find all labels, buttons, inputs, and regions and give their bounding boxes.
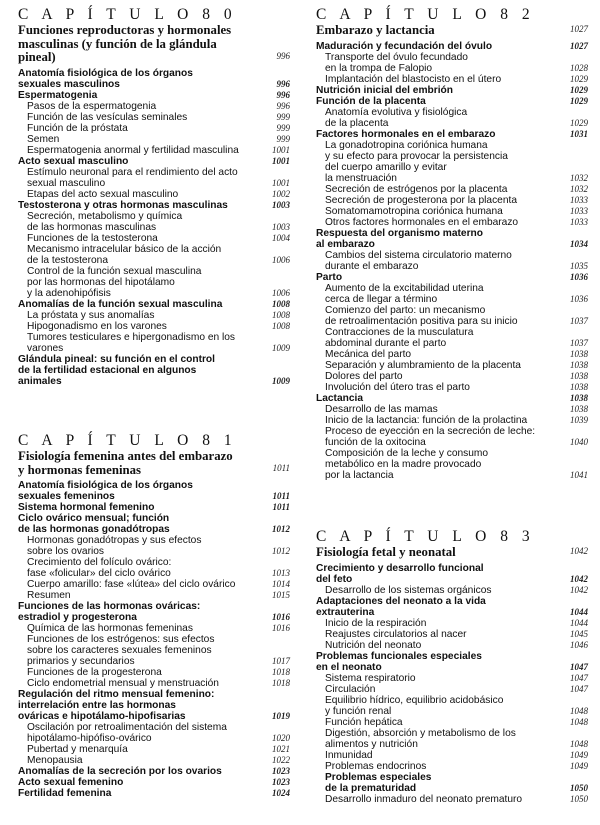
toc-entry xyxy=(316,41,588,52)
toc-entry xyxy=(316,448,588,481)
toc-entry-text: Problemas funcionales especiales en el neonato xyxy=(316,650,482,673)
toc-page-number: 1047 xyxy=(570,661,588,672)
chapter-right-1 xyxy=(316,528,588,805)
toc-entry xyxy=(316,596,588,618)
toc-page-number: 1002 xyxy=(272,188,290,199)
chapter-page-number: 1042 xyxy=(570,545,588,556)
toc-entry xyxy=(18,101,290,112)
toc-entry-text: Desarrollo de los sistemas orgánicos xyxy=(325,584,492,596)
toc-entry-text: Pubertad y menarquía xyxy=(27,744,128,755)
toc-page-number: 1006 xyxy=(272,254,290,265)
toc-entry-text: Menopausia xyxy=(27,755,83,766)
toc-entry-text: Proceso de eyección en la secreción de leche: función de la oxitocina xyxy=(325,425,536,448)
toc-page-number: 1012 xyxy=(272,546,290,556)
toc-page-number: 1035 xyxy=(570,260,588,271)
toc-entry xyxy=(18,123,290,134)
toc-entry-text: Contracciones de la musculatura abdominal durante el parto xyxy=(325,326,474,349)
toc-entry xyxy=(316,206,588,217)
toc-entry-text: Cambios del sistema circulatorio materno durante el embarazo xyxy=(325,249,512,272)
toc-page-number: 1015 xyxy=(272,590,290,600)
toc-page-number: 1038 xyxy=(570,348,588,359)
toc-page-number: 1001 xyxy=(272,177,290,188)
toc-page-number: 1048 xyxy=(570,716,588,727)
toc-page-number: 996 xyxy=(276,100,290,111)
toc-entry-text: Estímulo neuronal para el rendimiento del acto sexual masculino xyxy=(27,166,238,189)
toc-entry xyxy=(316,750,588,761)
toc-entry xyxy=(18,722,290,744)
toc-entry-text: Ciclo endometrial mensual y menstruación xyxy=(27,678,219,689)
chapter-title-row xyxy=(316,24,588,38)
toc-entry xyxy=(316,129,588,140)
toc-entry xyxy=(316,794,588,805)
toc-page-number: 1033 xyxy=(570,194,588,205)
toc-entry-text: La próstata y sus anomalías xyxy=(27,309,155,321)
toc-entry-text: Anomalías de la secreción por los ovarios xyxy=(18,766,222,777)
toc-page-number: 1050 xyxy=(570,793,588,804)
toc-page-number: 1049 xyxy=(570,749,588,760)
toc-page-number: 1029 xyxy=(570,117,588,128)
toc-page-number: 1037 xyxy=(570,315,588,326)
toc-entry xyxy=(18,266,290,299)
toc-entry-text: Espermatogenia xyxy=(18,89,98,101)
toc-page-number: 1042 xyxy=(570,584,588,595)
toc-entry-text: Anatomía evolutiva y fisiológica de la placenta xyxy=(325,106,468,129)
chapter-number: C A P Í T U L O 8 3 xyxy=(316,528,535,545)
toc-entry-text: Función hepática xyxy=(325,716,403,728)
toc-page-number: 1028 xyxy=(570,62,588,73)
toc-entry xyxy=(18,513,290,535)
chapter-page-number: 996 xyxy=(276,50,290,61)
toc-entry-text: Problemas especiales de la prematuridad xyxy=(325,771,432,794)
toc-page-number: 1004 xyxy=(272,232,290,243)
toc-entry xyxy=(316,563,588,585)
toc-page-number: 1033 xyxy=(570,205,588,216)
toc-page-number: 1029 xyxy=(570,84,588,95)
toc-page-number: 1003 xyxy=(272,199,290,210)
toc-page-number: 996 xyxy=(276,89,290,100)
chapter-number: C A P Í T U L O 8 1 xyxy=(18,432,237,449)
toc-entry xyxy=(18,310,290,321)
toc-entry xyxy=(18,623,290,634)
toc-page-number: 1009 xyxy=(272,342,290,353)
toc-entry-text: Tumores testiculares e hipergonadismo en los varones xyxy=(27,331,236,354)
toc-entry-text: Anatomía fisiológica de los órganos sexuales masculinos xyxy=(18,67,193,90)
toc-entry-text: Crecimiento y desarrollo funcional del feto xyxy=(316,562,484,585)
toc-entry xyxy=(316,250,588,272)
toc-entry-text: Testosterona y otras hormonas masculinas xyxy=(18,199,228,211)
toc-entry xyxy=(316,629,588,640)
toc-page-number: 1032 xyxy=(570,172,588,183)
toc-page-number: 1029 xyxy=(570,73,588,84)
toc-page-number: 1046 xyxy=(570,639,588,650)
toc-entry-text: Función de la placenta xyxy=(316,95,426,107)
toc-entry-text: Acto sexual masculino xyxy=(18,155,129,167)
toc-page-number: 1042 xyxy=(570,573,588,584)
toc-entry-text: Comienzo del parto: un mecanismo de retroalimentación positiva para su inicio xyxy=(325,304,518,327)
toc-entry xyxy=(18,535,290,557)
toc-entry-text: Factores hormonales en el embarazo xyxy=(316,128,496,140)
toc-page-number: 1009 xyxy=(272,375,290,386)
chapter-number: C A P Í T U L O 8 0 xyxy=(18,6,237,23)
toc-page-number: 1017 xyxy=(272,656,290,666)
toc-page-number: 1050 xyxy=(570,782,588,793)
toc-page-number: 1019 xyxy=(272,711,290,721)
toc-entry xyxy=(18,354,290,387)
toc-page-number: 1008 xyxy=(272,320,290,331)
toc-entry xyxy=(18,299,290,310)
toc-entry xyxy=(316,684,588,695)
toc-entry xyxy=(316,360,588,371)
toc-entry-text: Funciones de los estrógenos: sus efectos sobre los caracteres sexuales femeninos primarios y secundarios xyxy=(27,634,215,667)
toc-entry xyxy=(316,283,588,305)
toc-entry xyxy=(18,134,290,145)
toc-page-number: 1048 xyxy=(570,738,588,749)
toc-entry xyxy=(18,777,290,788)
toc-entry-text: Crecimiento del folículo ovárico: fase «folicular» del ciclo ovárico xyxy=(27,557,172,579)
toc-entry-text: Semen xyxy=(27,133,60,145)
toc-entry-text: Digestión, absorción y metabolismo de los alimentos y nutrición xyxy=(325,727,516,750)
toc-entry xyxy=(316,393,588,404)
toc-entry xyxy=(316,695,588,717)
toc-entry xyxy=(316,228,588,250)
toc-entry xyxy=(316,772,588,794)
toc-entry xyxy=(316,585,588,596)
toc-entry xyxy=(18,557,290,579)
toc-entry-text: Inmunidad xyxy=(325,749,373,761)
toc-entry-text: Problemas endocrinos xyxy=(325,760,427,772)
toc-page-number: 1006 xyxy=(272,287,290,298)
toc-entry-text: Desarrollo de las mamas xyxy=(325,403,438,415)
toc-entry-text: Resumen xyxy=(27,590,71,601)
toc-entry-text: Sistema hormonal femenino xyxy=(18,502,155,513)
toc-entry-text: Funciones de las hormonas ováricas: estradiol y progesterona xyxy=(18,601,201,623)
toc-page-number: 1038 xyxy=(570,359,588,370)
toc-page-number: 1036 xyxy=(570,271,588,282)
toc-entry xyxy=(316,673,588,684)
toc-page-number: 1034 xyxy=(570,238,588,249)
toc-entry-text: Funciones de la testosterona xyxy=(27,232,158,244)
toc-page-number: 1018 xyxy=(272,667,290,677)
toc-page-number: 1003 xyxy=(272,221,290,232)
toc-entry xyxy=(316,305,588,327)
toc-entry xyxy=(316,217,588,228)
toc-entry-text: Acto sexual femenino xyxy=(18,777,124,788)
toc-entry-text: Cuerpo amarillo: fase «lútea» del ciclo ovárico xyxy=(27,579,236,590)
toc-entry xyxy=(316,415,588,426)
toc-entry xyxy=(316,96,588,107)
toc-page-number: 1041 xyxy=(570,469,588,480)
toc-entry xyxy=(316,195,588,206)
toc-entry xyxy=(18,233,290,244)
toc-entry xyxy=(18,211,290,233)
toc-entry xyxy=(18,788,290,799)
chapter-page-number: 1011 xyxy=(272,463,290,473)
toc-page-number: 1047 xyxy=(570,672,588,683)
toc-entry-text: Mecánica del parto xyxy=(325,348,412,360)
toc-page-number: 1037 xyxy=(570,337,588,348)
toc-page-number: 1016 xyxy=(272,612,290,622)
toc-page-number: 1023 xyxy=(272,766,290,776)
toc-entry xyxy=(18,601,290,623)
toc-entry-text: Lactancia xyxy=(316,392,363,404)
toc-entry-text: Anatomía fisiológica de los órganos sexuales femeninos xyxy=(18,480,193,502)
chapter-right-0 xyxy=(316,6,588,481)
toc-entry-text: Otros factores hormonales en el embarazo xyxy=(325,216,519,228)
toc-entry-text: Mecanismo intracelular básico de la acción de la testosterona xyxy=(27,243,222,266)
toc-page-number: 1033 xyxy=(570,216,588,227)
toc-entry xyxy=(316,382,588,393)
toc-entry xyxy=(18,667,290,678)
toc-entry-text: Glándula pineal: su función en el control de la fertilidad estacional en algunos animales xyxy=(18,353,215,387)
toc-entry xyxy=(18,167,290,189)
toc-entry-text: Nutrición del neonato xyxy=(325,639,422,651)
toc-page-number: 996 xyxy=(276,78,290,89)
toc-entry-text: Involución del útero tras el parto xyxy=(325,381,470,393)
toc-entry-text: Implantación del blastocisto en el útero xyxy=(325,73,502,85)
toc-entry-text: La gonadotropina coriónica humana y su efecto para provocar la persistencia del cuerpo amarillo y evitar la menstruación xyxy=(325,139,508,184)
toc-entry xyxy=(18,689,290,722)
chapter-page-number: 1027 xyxy=(570,23,588,34)
toc-entry xyxy=(18,755,290,766)
toc-entry xyxy=(316,140,588,184)
toc-page-number: 1045 xyxy=(570,628,588,639)
toc-entry-text: Fertilidad femenina xyxy=(18,788,112,799)
toc-entry xyxy=(18,90,290,101)
toc-entry-text: Pasos de la espermatogenia xyxy=(27,100,157,112)
toc-entry-text: Desarrollo inmaduro del neonato prematuro xyxy=(325,793,523,805)
toc-entry xyxy=(316,107,588,129)
toc-entry xyxy=(316,640,588,651)
toc-entry xyxy=(316,74,588,85)
toc-entry-text: Hormonas gonadótropas y sus efectos sobre los ovarios xyxy=(27,535,202,557)
toc-entry-text: Ciclo ovárico mensual; función de las hormonas gonadótropas xyxy=(18,513,170,535)
toc-page-number: 1027 xyxy=(570,40,588,51)
chapter-title: Fisiología fetal y neonatal xyxy=(316,545,456,559)
toc-entry-text: Secreción, metabolismo y química de las hormonas masculinas xyxy=(27,210,183,233)
chapter-title: Embarazo y lactancia xyxy=(316,23,435,37)
toc-entry xyxy=(316,371,588,382)
toc-page-number: 1021 xyxy=(272,744,290,754)
toc-page-number: 1011 xyxy=(272,502,290,512)
toc-page-number: 1049 xyxy=(570,760,588,771)
toc-entry xyxy=(18,480,290,502)
toc-entry-text: Parto xyxy=(316,271,343,283)
toc-page-number: 1038 xyxy=(570,392,588,403)
toc-entry xyxy=(18,332,290,354)
toc-page-number: 1044 xyxy=(570,606,588,617)
toc-page-number: 1031 xyxy=(570,128,588,139)
chapter-title-row xyxy=(18,450,290,477)
toc-page-number: 999 xyxy=(276,111,290,122)
toc-entry-text: Aumento de la excitabilidad uterina cerca de llegar a término xyxy=(325,282,484,305)
toc-entry-text: Química de las hormonas femeninas xyxy=(27,623,193,634)
toc-entry xyxy=(18,502,290,513)
toc-entry xyxy=(18,68,290,90)
toc-page-number: 1039 xyxy=(570,414,588,425)
toc-page-number: 1029 xyxy=(570,95,588,106)
toc-entry xyxy=(316,717,588,728)
toc-entry xyxy=(316,651,588,673)
toc-entry-text: Circulación xyxy=(325,683,376,695)
toc-page-number: 1001 xyxy=(272,155,290,166)
toc-page-number: 1023 xyxy=(272,777,290,787)
toc-page-number: 1014 xyxy=(272,579,290,589)
toc-entry-text: Equilibrio hídrico, equilibrio acidobásico y función renal xyxy=(325,694,504,717)
toc-entry-text: Respuesta del organismo materno al embarazo xyxy=(316,227,484,250)
toc-entry xyxy=(316,349,588,360)
toc-entry xyxy=(18,156,290,167)
toc-entry xyxy=(316,85,588,96)
toc-page-number: 1044 xyxy=(570,617,588,628)
chapter-title-row xyxy=(316,546,588,560)
toc-entry xyxy=(316,761,588,772)
toc-entry-text: Dolores del parto xyxy=(325,370,403,382)
chapter-title: Funciones reproductoras y hormonales masculinas (y función de la glándula pineal) xyxy=(18,23,232,64)
toc-entry-text: Nutrición inicial del embrión xyxy=(316,84,453,96)
toc-page-number: 1001 xyxy=(272,144,290,155)
toc-page-number: 1024 xyxy=(272,788,290,798)
toc-entry xyxy=(316,618,588,629)
chapter-title-row xyxy=(18,24,290,65)
toc-page-number: 1038 xyxy=(570,381,588,392)
toc-entry-text: Adaptaciones del neonato a la vida extrauterina xyxy=(316,595,486,618)
toc-entry-text: Funciones de la progesterona xyxy=(27,667,162,678)
toc-page-number: 1008 xyxy=(272,309,290,320)
toc-entry xyxy=(18,744,290,755)
toc-page-number: 1022 xyxy=(272,755,290,765)
toc-entry xyxy=(18,678,290,689)
toc-entry-text: Anomalías de la función sexual masculina xyxy=(18,298,223,310)
toc-entry-text: Somatomamotropina coriónica humana xyxy=(325,205,503,217)
toc-entry-text: Sistema respiratorio xyxy=(325,672,416,684)
chapter-title: Fisiología femenina antes del embarazo y hormonas femeninas xyxy=(18,449,233,477)
toc-entry xyxy=(18,244,290,266)
toc-entry-text: Inicio de la respiración xyxy=(325,617,427,629)
chapter-left-0 xyxy=(18,6,290,387)
toc-entry xyxy=(18,145,290,156)
toc-entry xyxy=(316,728,588,750)
toc-page-number: 1048 xyxy=(570,705,588,716)
toc-entry-text: Separación y alumbramiento de la placenta xyxy=(325,359,521,371)
toc-entry-text: Reajustes circulatorios al nacer xyxy=(325,628,467,640)
toc-entry-text: Control de la función sexual masculina por las hormonas del hipotálamo y la adenohipófisis xyxy=(27,265,202,299)
toc-page-number: 1032 xyxy=(570,183,588,194)
toc-page-number: 999 xyxy=(276,133,290,144)
toc-page-number: 1038 xyxy=(570,403,588,414)
toc-entry xyxy=(18,766,290,777)
toc-page-number: 1016 xyxy=(272,623,290,633)
toc-entry xyxy=(316,327,588,349)
toc-entry-text: Composición de la leche y consumo metabólico en la madre provocado por la lactancia xyxy=(325,447,489,481)
toc-entry-text: Inicio de la lactancia: función de la prolactina xyxy=(325,414,528,426)
toc-entry xyxy=(316,404,588,415)
toc-entry-text: Secreción de progesterona por la placenta xyxy=(325,194,517,206)
toc-page-number: 1011 xyxy=(272,491,290,501)
toc-entry-text: Espermatogenia anormal y fertilidad masculina xyxy=(27,144,239,156)
toc-entry-text: Hipogonadismo en los varones xyxy=(27,320,167,332)
toc-entry-text: Regulación del ritmo mensual femenino: interrelación entre las hormonas ováricas e hipotálamo-hipofisarias xyxy=(18,689,215,722)
toc-entry xyxy=(18,112,290,123)
toc-page-number: 1047 xyxy=(570,683,588,694)
toc-entry-text: Función de la próstata xyxy=(27,122,128,134)
toc-entry-text: Maduración y fecundación del óvulo xyxy=(316,40,493,52)
toc-entry-text: Transporte del óvulo fecundado en la trompa de Falopio xyxy=(325,51,468,74)
toc-page-number: 1040 xyxy=(570,436,588,447)
toc-entry xyxy=(18,579,290,590)
toc-entry-text: Oscilación por retroalimentación del sistema hipotálamo-hipófiso-ovárico xyxy=(27,722,227,744)
chapter-left-1 xyxy=(18,432,290,799)
toc-page-number: 1038 xyxy=(570,370,588,381)
toc-entry xyxy=(316,52,588,74)
toc-page-number: 1008 xyxy=(272,298,290,309)
toc-entry-text: Secreción de estrógenos por la placenta xyxy=(325,183,508,195)
toc-page-number: 1013 xyxy=(272,568,290,578)
toc-entry xyxy=(18,590,290,601)
toc-page-number: 1018 xyxy=(272,678,290,688)
toc-page-number: 1036 xyxy=(570,293,588,304)
toc-entry-text: Función de las vesículas seminales xyxy=(27,111,188,123)
toc-entry xyxy=(316,272,588,283)
toc-entry-text: Etapas del acto sexual masculino xyxy=(27,188,179,200)
toc-entry xyxy=(18,200,290,211)
toc-entry xyxy=(316,184,588,195)
toc-entry xyxy=(316,426,588,448)
toc-page-number: 1020 xyxy=(272,733,290,743)
chapter-number: C A P Í T U L O 8 2 xyxy=(316,6,535,23)
toc-entry xyxy=(18,189,290,200)
toc-page-number: 1012 xyxy=(272,524,290,534)
toc-entry xyxy=(18,321,290,332)
toc-page-number: 999 xyxy=(276,122,290,133)
toc-entry xyxy=(18,634,290,667)
